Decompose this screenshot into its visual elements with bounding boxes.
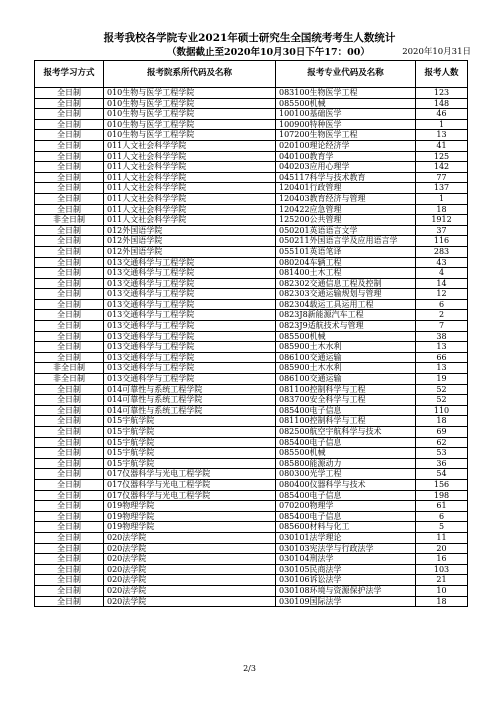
cell-applicant-count: 6	[416, 511, 468, 522]
cell-department: 011人文社会科学学院	[104, 172, 276, 183]
cell-major: 030101法学理论	[276, 532, 416, 543]
cell-department: 010生物与医学工程学院	[104, 109, 276, 120]
cell-applicant-count: 1	[416, 119, 468, 130]
cell-study-mode: 非全日制	[35, 363, 104, 374]
cell-department: 014可靠性与系统工程学院	[104, 405, 276, 416]
cell-major: 085800能源动力	[276, 458, 416, 469]
cell-study-mode: 全日制	[35, 88, 104, 99]
cell-study-mode: 全日制	[35, 405, 104, 416]
cell-applicant-count: 77	[416, 172, 468, 183]
cell-applicant-count: 52	[416, 384, 468, 395]
cell-major: 120422应急管理	[276, 204, 416, 215]
cell-major: 080400仪器科学与技术	[276, 479, 416, 490]
cell-department: 011人文社会科学学院	[104, 215, 276, 226]
cell-department: 010生物与医学工程学院	[104, 98, 276, 109]
cell-applicant-count: 20	[416, 543, 468, 554]
cell-department: 011人文社会科学学院	[104, 140, 276, 151]
cell-department: 012外国语学院	[104, 236, 276, 247]
table-row	[35, 98, 468, 109]
cell-study-mode: 全日制	[35, 522, 104, 533]
cell-study-mode: 全日制	[35, 257, 104, 268]
cell-department: 015宇航学院	[104, 427, 276, 438]
cell-applicant-count: 18	[416, 416, 468, 427]
cell-study-mode: 全日制	[35, 532, 104, 543]
cell-applicant-count: 137	[416, 183, 468, 194]
cell-department: 017仪器科学与光电工程学院	[104, 479, 276, 490]
cell-department: 013交通科学与工程学院	[104, 268, 276, 279]
table-row	[35, 193, 468, 204]
cell-major: 085400电子信息	[276, 490, 416, 501]
cell-department: 015宇航学院	[104, 437, 276, 448]
cell-study-mode: 全日制	[35, 278, 104, 289]
cell-applicant-count: 7	[416, 321, 468, 332]
cell-study-mode: 全日制	[35, 448, 104, 459]
cell-major: 085600材料与化工	[276, 522, 416, 533]
cell-major: 085500机械	[276, 448, 416, 459]
cell-study-mode: 全日制	[35, 140, 104, 151]
cell-department: 017仪器科学与光电工程学院	[104, 490, 276, 501]
cell-study-mode: 全日制	[35, 183, 104, 194]
table-row	[35, 278, 468, 289]
cell-major: 050201英语语言文学	[276, 225, 416, 236]
cell-study-mode: 全日制	[35, 342, 104, 353]
cell-study-mode: 全日制	[35, 98, 104, 109]
cell-major: 085900土木水利	[276, 363, 416, 374]
cell-applicant-count: 13	[416, 363, 468, 374]
table-row	[35, 522, 468, 533]
table-row	[35, 183, 468, 194]
cell-applicant-count: 37	[416, 225, 468, 236]
table-header-row	[35, 61, 468, 88]
cell-study-mode: 全日制	[35, 193, 104, 204]
table-row	[35, 543, 468, 554]
table-row	[35, 575, 468, 586]
table-row	[35, 501, 468, 512]
table-row	[35, 310, 468, 321]
table-row	[35, 405, 468, 416]
cell-major: 085400电子信息	[276, 405, 416, 416]
table-row	[35, 130, 468, 141]
table-row	[35, 585, 468, 596]
cell-study-mode: 全日制	[35, 321, 104, 332]
cell-applicant-count: 52	[416, 395, 468, 406]
cell-department: 011人文社会科学学院	[104, 151, 276, 162]
table-row	[35, 384, 468, 395]
cell-department: 011人文社会科学学院	[104, 183, 276, 194]
cell-major: 107200生物医学工程	[276, 130, 416, 141]
table-row	[35, 363, 468, 374]
cell-major: 080204车辆工程	[276, 257, 416, 268]
cell-applicant-count: 62	[416, 437, 468, 448]
cell-department: 020法学院	[104, 532, 276, 543]
cell-department: 013交通科学与工程学院	[104, 374, 276, 385]
cell-major: 030104刑法学	[276, 554, 416, 565]
cell-study-mode: 全日制	[35, 458, 104, 469]
table-row	[35, 215, 468, 226]
cell-applicant-count: 61	[416, 501, 468, 512]
cell-major: 083100生物医学工程	[276, 88, 416, 99]
cell-applicant-count: 2	[416, 310, 468, 321]
cell-applicant-count: 283	[416, 246, 468, 257]
cell-study-mode: 全日制	[35, 596, 104, 607]
cell-applicant-count: 6	[416, 299, 468, 310]
cell-department: 012外国语学院	[104, 225, 276, 236]
cell-study-mode: 全日制	[35, 119, 104, 130]
cell-department: 019物理学院	[104, 511, 276, 522]
cell-study-mode: 全日制	[35, 490, 104, 501]
cell-applicant-count: 16	[416, 554, 468, 565]
cell-applicant-count: 53	[416, 448, 468, 459]
cell-study-mode: 全日制	[35, 151, 104, 162]
cell-major: 100100基础医学	[276, 109, 416, 120]
cell-applicant-count: 116	[416, 236, 468, 247]
cell-applicant-count: 21	[416, 575, 468, 586]
cell-study-mode: 全日制	[35, 109, 104, 120]
cell-department: 013交通科学与工程学院	[104, 278, 276, 289]
table-row	[35, 554, 468, 565]
cell-applicant-count: 13	[416, 130, 468, 141]
cell-study-mode: 全日制	[35, 246, 104, 257]
cell-applicant-count: 1	[416, 193, 468, 204]
cell-department: 013交通科学与工程学院	[104, 257, 276, 268]
cell-study-mode: 全日制	[35, 204, 104, 215]
cell-department: 013交通科学与工程学院	[104, 331, 276, 342]
table-row	[35, 204, 468, 215]
cell-major: 083700安全科学与工程	[276, 395, 416, 406]
cell-department: 010生物与医学工程学院	[104, 119, 276, 130]
cell-applicant-count: 13	[416, 342, 468, 353]
cell-applicant-count: 38	[416, 331, 468, 342]
cell-department: 010生物与医学工程学院	[104, 88, 276, 99]
table-row	[35, 374, 468, 385]
cell-major: 030106诉讼法学	[276, 575, 416, 586]
cell-applicant-count: 142	[416, 162, 468, 173]
cell-department: 013交通科学与工程学院	[104, 342, 276, 353]
cell-study-mode: 全日制	[35, 543, 104, 554]
cell-department: 013交通科学与工程学院	[104, 321, 276, 332]
cell-applicant-count: 198	[416, 490, 468, 501]
cell-study-mode: 全日制	[35, 384, 104, 395]
cell-major: 080300光学工程	[276, 469, 416, 480]
cell-department: 013交通科学与工程学院	[104, 299, 276, 310]
table-row	[35, 331, 468, 342]
document-title: 报考我校各学院专业2021年硕士研究生全国统考考生人数统计	[103, 32, 396, 44]
cell-applicant-count: 36	[416, 458, 468, 469]
table-row	[35, 490, 468, 501]
cell-applicant-count: 12	[416, 289, 468, 300]
table-row	[35, 479, 468, 490]
cell-study-mode: 全日制	[35, 511, 104, 522]
table-row	[35, 151, 468, 162]
cell-department: 012外国语学院	[104, 246, 276, 257]
cell-major: 020100理论经济学	[276, 140, 416, 151]
cell-applicant-count: 11	[416, 532, 468, 543]
cell-applicant-count: 14	[416, 278, 468, 289]
cell-study-mode: 全日制	[35, 310, 104, 321]
table-row	[35, 416, 468, 427]
cell-study-mode: 全日制	[35, 331, 104, 342]
cell-major: 082303交通运输规划与管理	[276, 289, 416, 300]
table-row	[35, 469, 468, 480]
cell-applicant-count: 18	[416, 596, 468, 607]
cell-major: 0823J9适航技术与管理	[276, 321, 416, 332]
cell-major: 070200物理学	[276, 501, 416, 512]
cell-major: 030103宪法学与行政法学	[276, 543, 416, 554]
cell-department: 013交通科学与工程学院	[104, 363, 276, 374]
header-major: 报考专业代码及名称	[276, 61, 416, 88]
cell-major: 040100教育学	[276, 151, 416, 162]
cell-applicant-count: 103	[416, 564, 468, 575]
cell-applicant-count: 41	[416, 140, 468, 151]
cell-department: 020法学院	[104, 554, 276, 565]
table-row	[35, 289, 468, 300]
cell-applicant-count: 148	[416, 98, 468, 109]
table-row	[35, 437, 468, 448]
cell-study-mode: 全日制	[35, 268, 104, 279]
table-row	[35, 299, 468, 310]
table-row	[35, 236, 468, 247]
cell-study-mode: 全日制	[35, 554, 104, 565]
table-row	[35, 140, 468, 151]
cell-major: 120401行政管理	[276, 183, 416, 194]
cell-major: 081100控制科学与工程	[276, 416, 416, 427]
cell-department: 011人文社会科学学院	[104, 193, 276, 204]
table-row	[35, 511, 468, 522]
cell-major: 055101英语笔译	[276, 246, 416, 257]
cell-department: 013交通科学与工程学院	[104, 310, 276, 321]
document-subtitle: （数据截止至2020年10月30日下午17：00）	[167, 47, 370, 58]
cell-major: 082500航空宇航科学与技术	[276, 427, 416, 438]
cell-applicant-count: 110	[416, 405, 468, 416]
table-row	[35, 596, 468, 607]
cell-study-mode: 全日制	[35, 395, 104, 406]
cell-major: 125200公共管理	[276, 215, 416, 226]
cell-department: 014可靠性与系统工程学院	[104, 384, 276, 395]
cell-applicant-count: 54	[416, 469, 468, 480]
cell-applicant-count: 156	[416, 479, 468, 490]
cell-major: 085500机械	[276, 331, 416, 342]
cell-study-mode: 全日制	[35, 501, 104, 512]
cell-applicant-count: 18	[416, 204, 468, 215]
cell-study-mode: 全日制	[35, 479, 104, 490]
cell-department: 020法学院	[104, 596, 276, 607]
table-row	[35, 88, 468, 99]
cell-study-mode: 全日制	[35, 236, 104, 247]
header-department: 报考院系所代码及名称	[104, 61, 276, 88]
cell-department: 020法学院	[104, 575, 276, 586]
cell-study-mode: 全日制	[35, 162, 104, 173]
table-row	[35, 172, 468, 183]
cell-department: 011人文社会科学学院	[104, 204, 276, 215]
table-row	[35, 119, 468, 130]
cell-major: 030108环境与资源保护法学	[276, 585, 416, 596]
cell-study-mode: 全日制	[35, 585, 104, 596]
cell-department: 015宇航学院	[104, 416, 276, 427]
cell-applicant-count: 66	[416, 352, 468, 363]
cell-department: 013交通科学与工程学院	[104, 352, 276, 363]
table-body	[35, 88, 468, 607]
cell-study-mode: 全日制	[35, 437, 104, 448]
cell-study-mode: 全日制	[35, 469, 104, 480]
cell-department: 011人文社会科学学院	[104, 162, 276, 173]
cell-study-mode: 全日制	[35, 289, 104, 300]
table-row	[35, 532, 468, 543]
cell-major: 120403教育经济与管理	[276, 193, 416, 204]
table-row	[35, 225, 468, 236]
cell-applicant-count: 19	[416, 374, 468, 385]
cell-department: 010生物与医学工程学院	[104, 130, 276, 141]
cell-major: 085500机械	[276, 98, 416, 109]
cell-study-mode: 全日制	[35, 299, 104, 310]
page-number: 2/3	[243, 664, 256, 673]
cell-major: 085900土木水利	[276, 342, 416, 353]
cell-department: 015宇航学院	[104, 448, 276, 459]
cell-major: 082302交通信息工程及控制	[276, 278, 416, 289]
table-row	[35, 321, 468, 332]
cell-major: 086100交通运输	[276, 352, 416, 363]
cell-department: 015宇航学院	[104, 458, 276, 469]
cell-study-mode: 全日制	[35, 427, 104, 438]
cell-study-mode: 全日制	[35, 352, 104, 363]
table-row	[35, 246, 468, 257]
cell-major: 100900特种医学	[276, 119, 416, 130]
cell-major: 085400电子信息	[276, 511, 416, 522]
table-row	[35, 162, 468, 173]
table-row	[35, 427, 468, 438]
cell-major: 086100交通运输	[276, 374, 416, 385]
table-row	[35, 352, 468, 363]
cell-applicant-count: 123	[416, 88, 468, 99]
cell-department: 020法学院	[104, 585, 276, 596]
cell-department: 017仪器科学与光电工程学院	[104, 469, 276, 480]
header-applicant-count: 报考人数	[416, 61, 468, 88]
cell-study-mode: 非全日制	[35, 374, 104, 385]
cell-applicant-count: 46	[416, 109, 468, 120]
cell-department: 019物理学院	[104, 522, 276, 533]
header-study-mode: 报考学习方式	[35, 61, 104, 88]
cell-applicant-count: 10	[416, 585, 468, 596]
cell-applicant-count: 125	[416, 151, 468, 162]
cell-major: 030105民商法学	[276, 564, 416, 575]
cell-department: 013交通科学与工程学院	[104, 289, 276, 300]
cell-study-mode: 全日制	[35, 416, 104, 427]
cell-major: 050211外国语言学及应用语言学	[276, 236, 416, 247]
table-row	[35, 109, 468, 120]
cell-major: 045117科学与技术教育	[276, 172, 416, 183]
cell-major: 030109国际法学	[276, 596, 416, 607]
cell-applicant-count: 4	[416, 268, 468, 279]
cell-study-mode: 全日制	[35, 575, 104, 586]
cell-study-mode: 全日制	[35, 225, 104, 236]
table-row	[35, 257, 468, 268]
cell-applicant-count: 5	[416, 522, 468, 533]
cell-department: 019物理学院	[104, 501, 276, 512]
table-row	[35, 458, 468, 469]
cell-study-mode: 全日制	[35, 172, 104, 183]
document-date: 2020年10月31日	[402, 47, 471, 57]
cell-department: 020法学院	[104, 543, 276, 554]
cell-major: 040203应用心理学	[276, 162, 416, 173]
cell-study-mode: 非全日制	[35, 215, 104, 226]
table-row	[35, 448, 468, 459]
cell-study-mode: 全日制	[35, 130, 104, 141]
table-row	[35, 564, 468, 575]
cell-applicant-count: 43	[416, 257, 468, 268]
table-row	[35, 342, 468, 353]
cell-applicant-count: 69	[416, 427, 468, 438]
table-row	[35, 268, 468, 279]
cell-department: 014可靠性与系统工程学院	[104, 395, 276, 406]
statistics-table	[34, 60, 468, 607]
cell-major: 081100控制科学与工程	[276, 384, 416, 395]
cell-major: 082304载运工具运用工程	[276, 299, 416, 310]
cell-study-mode: 全日制	[35, 564, 104, 575]
cell-applicant-count: 1912	[416, 215, 468, 226]
cell-major: 081400土木工程	[276, 268, 416, 279]
cell-major: 085400电子信息	[276, 437, 416, 448]
table-row	[35, 395, 468, 406]
cell-major: 0823J8新能源汽车工程	[276, 310, 416, 321]
cell-department: 020法学院	[104, 564, 276, 575]
